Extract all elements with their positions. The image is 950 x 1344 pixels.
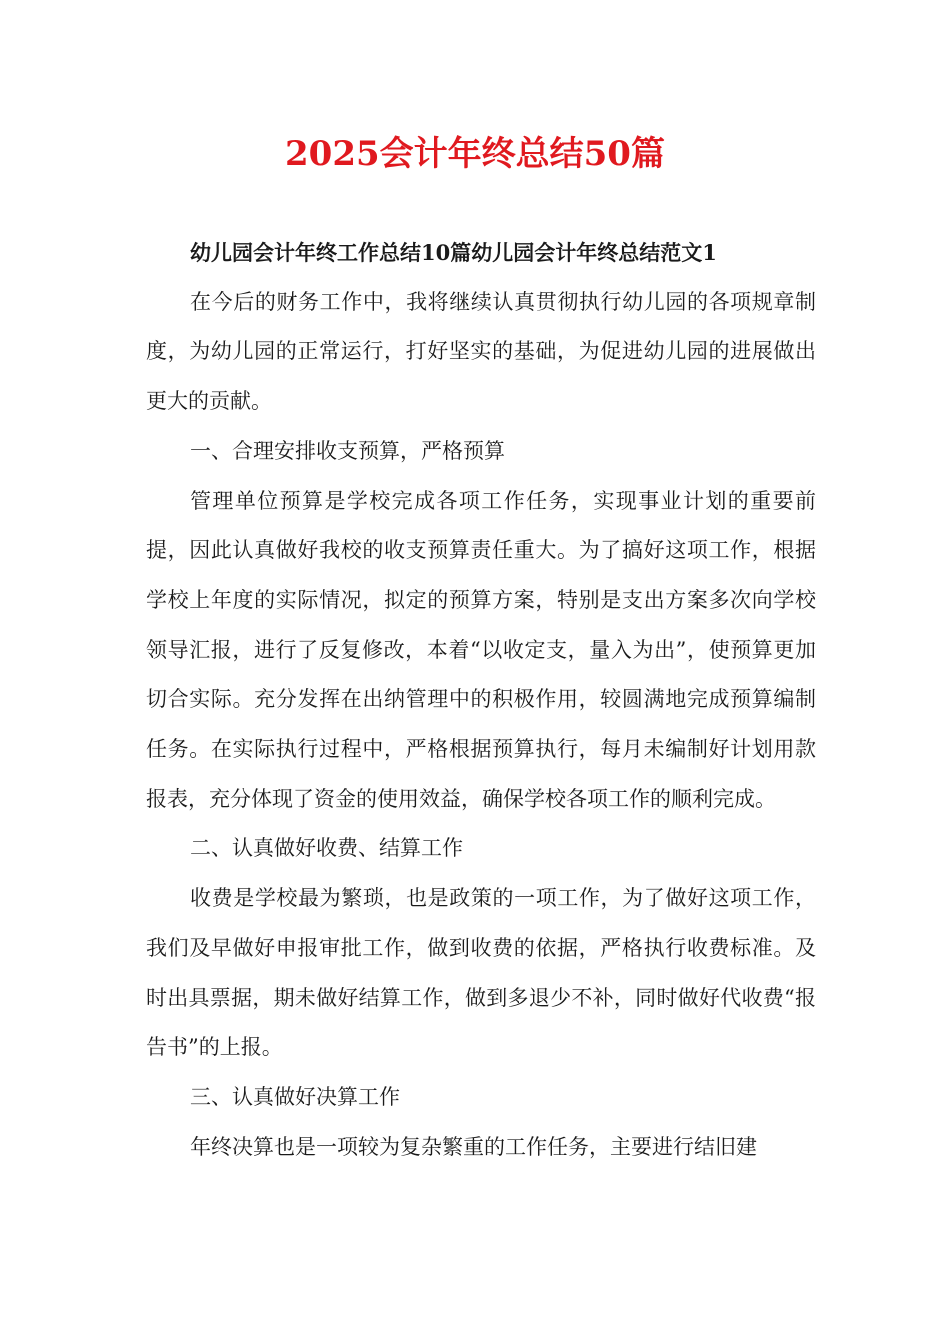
section-heading: 一、合理安排收支预算，严格预算 (190, 438, 505, 463)
document-title: 2025会计年终总结50篇 (285, 134, 665, 174)
document-body (146, 228, 816, 1172)
section-heading: 三、认真做好决算工作 (190, 1084, 400, 1109)
section-heading: 二、认真做好收费、结算工作 (190, 836, 463, 861)
body-paragraph: 管理单位预算是学校完成各项工作任务，实现事业计划的重要前提，因此认真做好我校的收支预算责任重大。为了搞好这项工作，根据学校上年度的实际情况，拟定的预算方案，特别是支出方案多次向学校领导汇报，进行了反复修改，本着“以收定支，量入为出”，使预算更加切合实际。充分发挥在出纳管理中的积极作用，较圆满地完成预算编制任务。在实际执行过程中，严格根据预算执行，每月未编制好计划用款报表，充分体现了资金的使用效益，确保学校各项工作的顺利完成。 (146, 488, 816, 811)
body-paragraph: 在今后的财务工作中，我将继续认真贯彻执行幼儿园的各项规章制度，为幼儿园的正常运行，打好坚实的基础，为促进幼儿园的进展做出更大的贡献。 (146, 289, 816, 414)
body-paragraph: 年终决算也是一项较为复杂繁重的工作任务，主要进行结旧建 (190, 1134, 757, 1159)
body-paragraph: 收费是学校最为繁琐，也是政策的一项工作，为了做好这项工作，我们及早做好申报审批工作，做到收费的依据，严格执行收费标准。及时出具票据，期未做好结算工作，做到多退少不补，同时做好代收费“报告书”的上报。 (146, 886, 816, 1060)
section-subtitle: 幼儿园会计年终工作总结10篇幼儿园会计年终总结范文1 (190, 240, 717, 265)
